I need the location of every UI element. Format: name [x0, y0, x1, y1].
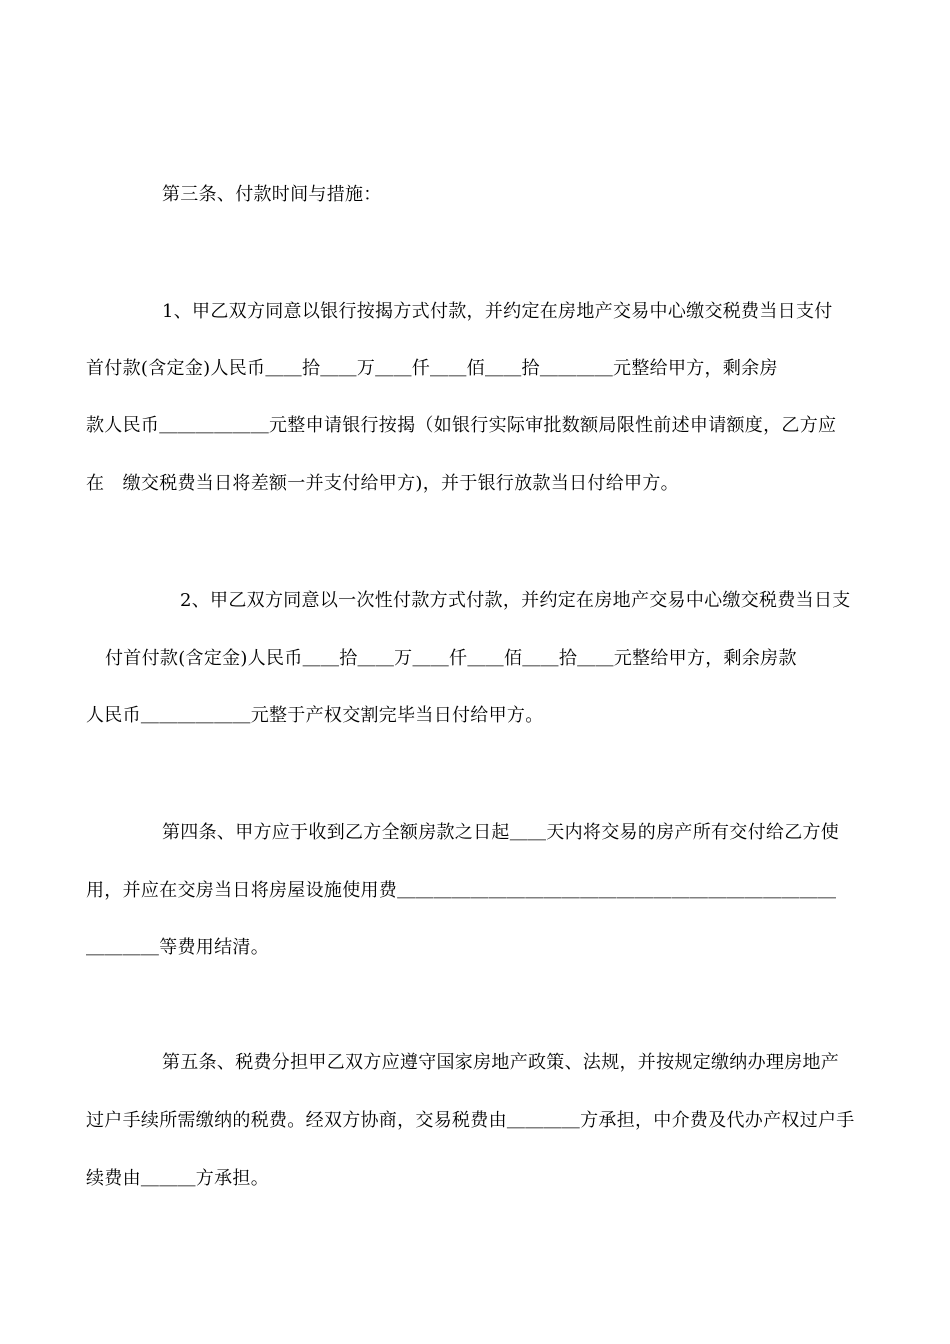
article-3-item-1-line-1: 1、甲乙双方同意以银行按揭方式付款，并约定在房地产交易中心缴交税费当日支付 [162, 301, 833, 322]
article-3-item-2-line-1: 2、甲乙双方同意以一次性付款方式付款，并约定在房地产交易中心缴交税费当日支 [180, 590, 851, 611]
article-3-item-1-line-2: 首付款(含定金)人民币＿＿拾＿＿万＿＿仟＿＿佰＿＿拾＿＿＿＿元整给甲方，剩余房 [86, 358, 778, 379]
article-3-heading: 第三条、付款时间与措施： [162, 184, 382, 205]
article-5-line-2: 过户手续所需缴纳的税费。经双方协商，交易税费由＿＿＿＿方承担，中介费及代办产权过户手 [86, 1110, 855, 1131]
article-5-line-1: 第五条、税费分担甲乙双方应遵守国家房地产政策、法规，并按规定缴纳办理房地产 [162, 1052, 840, 1073]
article-3-item-2-line-3: 人民币＿＿＿＿＿＿元整于产权交割完毕当日付给甲方。 [86, 705, 544, 726]
article-4-line-3: ＿＿＿＿等费用结清。 [86, 937, 269, 958]
article-3-item-2-line-2: 付首付款(含定金)人民币＿＿拾＿＿万＿＿仟＿＿佰＿＿拾＿＿元整给甲方，剩余房款 [105, 648, 797, 669]
article-5-line-3: 续费由＿＿＿方承担。 [86, 1168, 269, 1189]
article-4-line-2: 用，并应在交房当日将房屋设施使用费＿＿＿＿＿＿＿＿＿＿＿＿＿＿＿＿＿＿＿＿＿＿＿＿ [86, 880, 837, 901]
article-3-item-1-line-3: 款人民币＿＿＿＿＿＿元整申请银行按揭（如银行实际审批数额局限性前述申请额度，乙方应 [86, 415, 837, 436]
article-3-item-1-line-4: 在 缴交税费当日将差额一并支付给甲方)，并于银行放款当日付给甲方。 [86, 473, 679, 494]
article-4-line-1: 第四条、甲方应于收到乙方全额房款之日起＿＿天内将交易的房产所有交付给乙方使 [162, 822, 840, 843]
